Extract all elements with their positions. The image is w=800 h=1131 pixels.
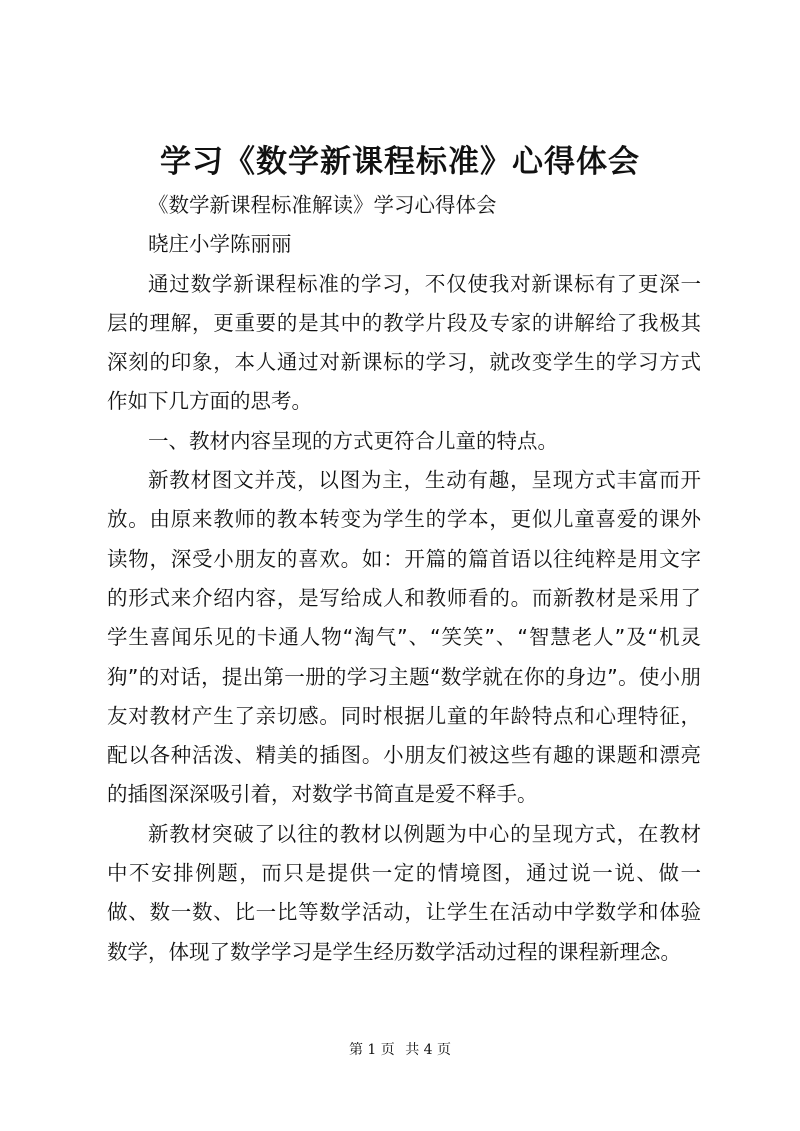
page-total: 共 4 页 bbox=[405, 1042, 452, 1058]
document-body bbox=[107, 186, 701, 972]
subtitle-paragraph: 《数学新课程标准解读》学习心得体会 bbox=[148, 193, 497, 217]
body-paragraph: 新教材突破了以往的教材以例题为中心的呈现方式，在教材中不安排例题，而只是提供一定的情境图，通过说一说、做一做、数一数、比一比等数学活动，让学生在活动中学数学和体验数学，体现了数学学习是学生经历数学活动过程的课程新理念。 bbox=[107, 821, 701, 964]
section-heading: 一、教材内容呈现的方式更符合儿童的特点。 bbox=[148, 428, 558, 453]
author-line: 晓庄小学陈丽丽 bbox=[148, 232, 292, 257]
page-footer bbox=[0, 1040, 800, 1060]
page-number: 第 1 页 bbox=[348, 1042, 395, 1058]
body-paragraph: 新教材图文并茂，以图为主，生动有趣，呈现方式丰富而开放。由原来教师的教本转变为学生的学本，更似儿童喜爱的课外读物，深受小朋友的喜欢。如：开篇的篇首语以往纯粹是用文字的形式来介绍内容，是写给成人和教师看的。而新教材是采用了学生喜闻乐见的卡通人物“淘气”、“笑笑”、“智慧老人”及“机灵狗”的对话，提出第一册的学习主题“数学就在你的身边”。使小朋友对教材产生了亲切感。同时根据儿童的年龄特点和心理特征，配以各种活泼、精美的插图。小朋友们被这些有趣的课题和漂亮的插图深深吸引着，对数学书简直是爱不释手。 bbox=[107, 468, 701, 807]
document-title: 学习《数学新课程标准》心得体会 bbox=[160, 144, 640, 180]
body-paragraph: 通过数学新课程标准的学习，不仅使我对新课标有了更深一层的理解，更重要的是其中的教学片段及专家的讲解给了我极其深刻的印象，本人通过对新课标的学习，就改变学生的学习方式作如下几方面的思考。 bbox=[107, 271, 701, 414]
